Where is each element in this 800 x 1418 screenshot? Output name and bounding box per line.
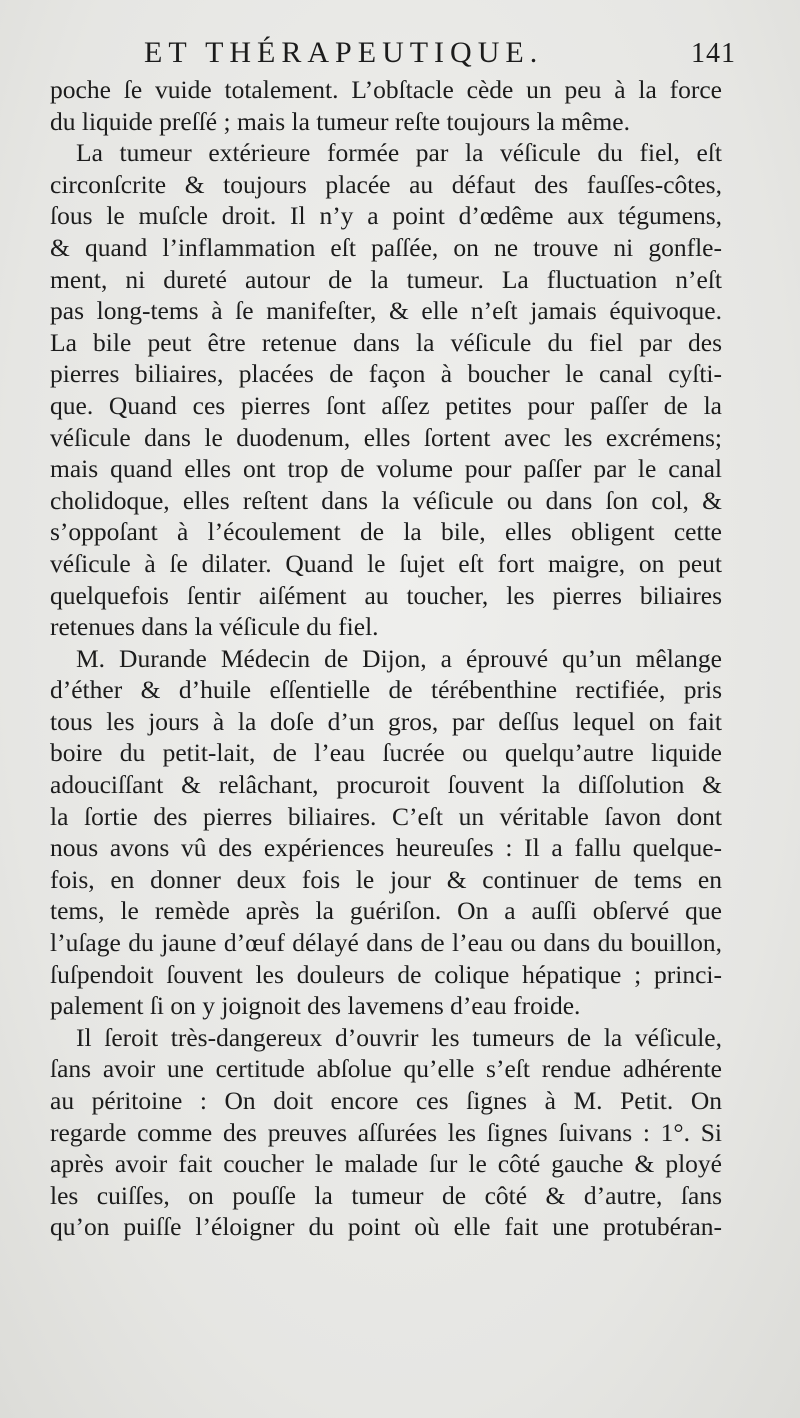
body-text	[50, 74, 722, 1243]
text-line: palement ſi on y joignoit des lavemens d’eau froide.	[50, 991, 581, 1021]
text-line: que. Quand ces pierres ſont aſſez petites pour paſſer de la	[50, 390, 722, 420]
text-line: quelquefois ſentir aiſément au toucher, les pierres biliaires	[50, 580, 722, 610]
text-line: du liquide preſſé ; mais la tumeur reſte toujours la même.	[50, 106, 630, 136]
text-line: s’oppoſant à l’écoulement de la bile, elles obligent cette	[50, 517, 722, 547]
text-line: pas long-tems à ſe manifeſter, & elle n’eſt jamais équivoque.	[50, 296, 722, 326]
running-title: ET THÉRAPEUTIQUE.	[144, 36, 544, 69]
text-line: ſous le muſcle droit. Il n’y a point d’œdême aux tégumens,	[50, 201, 722, 231]
text-line: tous les jours à la doſe d’un gros, par deſſus lequel on fait	[50, 706, 722, 736]
text-line: circonſcrite & toujours placée au défaut des fauſſes-côtes,	[50, 169, 722, 199]
text-line: la ſortie des pierres biliaires. C’eſt un véritable ſavon dont	[50, 801, 722, 831]
text-line: La tumeur extérieure formée par la véſicule du fiel, eſt	[76, 138, 722, 168]
text-line: après avoir fait coucher le malade ſur le côté gauche & ployé	[50, 1149, 722, 1179]
text-line: La bile peut être retenue dans la véſicule du fiel par des	[50, 327, 722, 357]
page-number: 141	[691, 38, 736, 69]
text-line: véſicule à ſe dilater. Quand le ſujet eſt fort maigre, on peut	[50, 548, 722, 578]
text-line: boire du petit-lait, de l’eau ſucrée ou quelqu’autre liquide	[50, 738, 722, 768]
text-line: Il ſeroit très-dangereux d’ouvrir les tumeurs de la véſicule,	[76, 1022, 722, 1052]
text-line: cholidoque, elles reſtent dans la véſicule ou dans ſon col, &	[50, 485, 722, 515]
text-line: mais quand elles ont trop de volume pour paſſer par le canal	[50, 454, 722, 484]
text-line: ment, ni dureté autour de la tumeur. La fluctuation n’eſt	[50, 264, 722, 294]
text-line: d’éther & d’huile eſſentielle de térébenthine rectifiée, pris	[50, 675, 722, 705]
text-line: pierres biliaires, placées de façon à boucher le canal cyſti-	[50, 359, 722, 389]
text-line: qu’on puiſſe l’éloigner du point où elle fait une protubéran-	[50, 1212, 722, 1242]
text-line: les cuiſſes, on pouſſe la tumeur de côté & d’autre, ſans	[50, 1180, 722, 1210]
text-line: regarde comme des preuves aſſurées les ſignes ſuivans : 1°. Si	[50, 1117, 722, 1147]
text-line: ſans avoir une certitude abſolue qu’elle s’eſt rendue adhérente	[50, 1054, 722, 1084]
text-line: M. Durande Médecin de Dijon, a éprouvé qu’un mêlange	[76, 643, 722, 673]
text-line: tems, le remède après la guériſon. On a auſſi obſervé que	[50, 896, 722, 926]
text-line: nous avons vû des expériences heureuſes : Il a fallu quelque-	[50, 833, 722, 863]
text-line: retenues dans la véſicule du fiel.	[50, 612, 379, 642]
text-line: véſicule dans le duodenum, elles ſortent avec les excrémens;	[50, 422, 722, 452]
text-line: & quand l’inflammation eſt paſſée, on ne trouve ni gonfle-	[50, 232, 722, 262]
text-line: ſuſpendoit ſouvent les douleurs de colique hépatique ; princi-	[50, 959, 722, 989]
text-line: adouciſſant & relâchant, procuroit ſouvent la diſſolution &	[50, 770, 722, 800]
text-line: poche ſe vuide totalement. L’obſtacle cède un peu à la force	[50, 75, 722, 104]
text-line: au péritoine : On doit encore ces ſignes à M. Petit. On	[50, 1086, 722, 1115]
text-line: fois, en donner deux fois le jour & continuer de tems en	[50, 864, 722, 894]
text-line: l’uſage du jaune d’œuf délayé dans de l’eau ou dans du bouillon,	[50, 928, 722, 958]
